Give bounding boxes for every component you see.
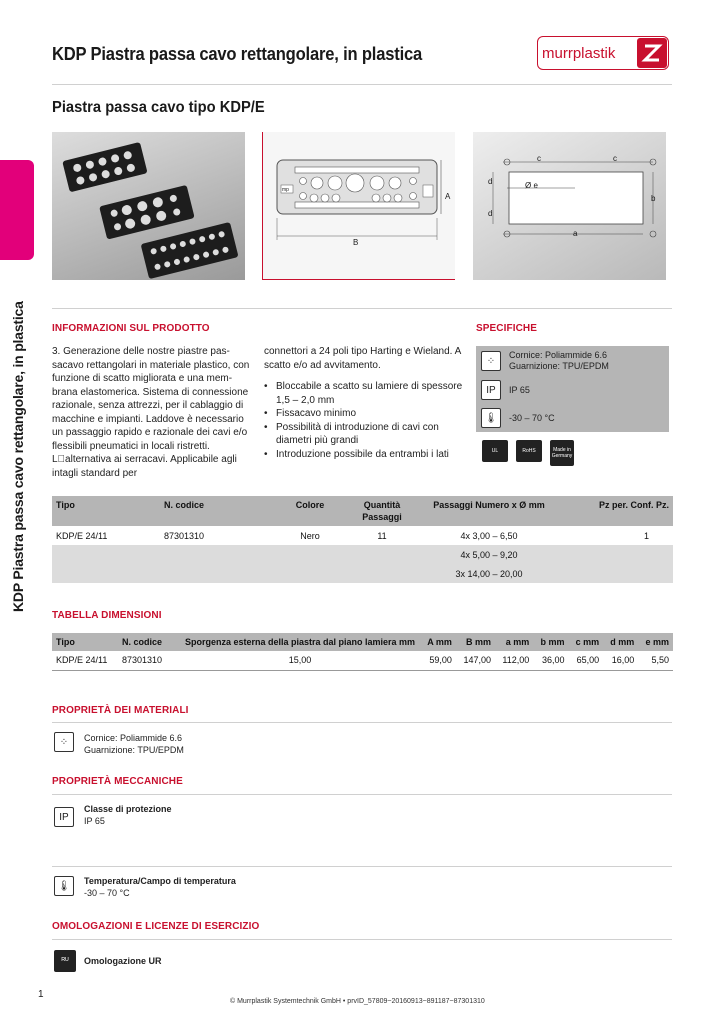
table-cell (160, 545, 270, 564)
temp-label: Temperatura/Campo di temperatura (84, 876, 236, 886)
prot-value: IP 65 (84, 816, 105, 826)
col-header: d mm (603, 633, 638, 651)
table-cell: 1 (643, 530, 649, 541)
col-header: e mm (638, 633, 673, 651)
vertical-title: KDP Piastra passa cavo rettangolare, in plastica (10, 301, 26, 612)
list-item: • Fissacavo minimo (264, 407, 464, 421)
table-cell: 3x 14,00 – 20,00 (414, 564, 564, 583)
col-header: Tipo (52, 633, 118, 651)
table-cell: Nero (300, 530, 320, 541)
drawing-label-d2: d (488, 209, 493, 218)
approval-ur: Omologazione UR (84, 956, 162, 966)
col-header: Colore (270, 496, 350, 526)
page-number: 1 (38, 989, 44, 1000)
cutout-drawing (473, 132, 666, 280)
materials-text (84, 732, 184, 756)
col-header: N. codice (118, 633, 180, 651)
table-row (52, 545, 673, 564)
header-divider (52, 84, 672, 85)
list-item: • Introduzione possibile da entrambi i lati (264, 448, 464, 462)
table-cell: 147,00 (456, 651, 495, 670)
table-cell (564, 564, 673, 583)
drawing-label-mp: mp (282, 187, 289, 193)
material-icon: ⁘ (54, 732, 74, 752)
table-cell: 5,50 (638, 651, 673, 670)
specs-material: Cornice: Poliammide 6.6 Guarnizione: TPU/EPDM (509, 350, 609, 371)
mech-temp (84, 875, 236, 899)
table-cell (270, 564, 350, 583)
materials-heading: PROPRIETÀ DEI MATERIALI (52, 705, 189, 716)
brand-logo (537, 36, 669, 70)
info-text-col2-para: connettori a 24 poli tipo Harting e Wieland. A scatto e/o ad avvitamento. (264, 346, 461, 371)
table-cell: 11 (377, 530, 387, 541)
col-header: Pz per. Conf. Pz. (564, 496, 673, 526)
materials-line1: Cornice: Poliammide 6.6 (84, 733, 183, 743)
info-bullets (264, 380, 464, 461)
table-cell (350, 545, 414, 564)
mech-heading: PROPRIETÀ MECCANICHE (52, 776, 183, 787)
divider (52, 866, 672, 867)
technical-drawing (262, 132, 455, 280)
product-title: Piastra passa cavo tipo KDP/E (52, 99, 265, 116)
approvals-heading: OMOLOGAZIONI E LICENZE DI ESERCIZIO (52, 921, 260, 932)
sidebar-tab (0, 160, 34, 260)
thermometer-icon: 🌡 (54, 876, 74, 896)
col-header: b mm (533, 633, 568, 651)
drawing-label-e: Ø e (525, 181, 538, 190)
col-header: c mm (568, 633, 603, 651)
product-photo (52, 132, 245, 280)
order-table (52, 496, 673, 583)
col-header: Tipo (52, 496, 160, 526)
prot-label: Classe di protezione (84, 804, 172, 814)
table-cell: 36,00 (533, 651, 568, 670)
cert-badges (482, 440, 574, 466)
table-row (52, 526, 673, 545)
table-cell: 112,00 (495, 651, 533, 670)
list-item: • Possibilità di introduzione di cavi con diametri più grandi (264, 421, 464, 448)
col-header: N. codice (160, 496, 270, 526)
table-cell (52, 545, 160, 564)
drawing-label-c1: c (537, 154, 541, 163)
ul-recognized-icon: ᴿᵁ (54, 950, 76, 972)
drawing-label-d1: d (488, 177, 493, 186)
drawing-label-c2: c (613, 154, 617, 163)
info-heading: INFORMAZIONI SUL PRODOTTO (52, 323, 210, 334)
col-header: Sporgenza esterna della piastra dal piano lamiera mm (180, 633, 420, 651)
made-in-germany-badge: Made in Germany (550, 440, 574, 466)
col-header: Passaggi Numero x Ø mm (414, 496, 564, 526)
info-text-col1: 3. Generazione delle nostre piastre pas-sacavo rettangolari in materiale plastico, con funzione di scatto migliorata e una mem-brana elastomerica. Sistema di connessione razionale, senza attrezzi, per il cablaggio di macchine e impianti. Laddove è necessario un passaggio rapido e razionale dei cavi e/o flessibili pneumatici in locali ristretti. L alternativa ai serracavi. Applicabile agli intagli standard per (52, 346, 250, 479)
table-cell (270, 545, 350, 564)
ip-icon: IP (54, 807, 74, 827)
col-header: A mm (420, 633, 456, 651)
material-icon: ⁘ (481, 351, 501, 371)
table-cell: 15,00 (180, 651, 420, 670)
col-header: B mm (456, 633, 495, 651)
specs-heading: SPECIFICHE (476, 323, 538, 334)
logo-text: murrplastik (542, 44, 616, 62)
rohs-badge: RoHS (516, 440, 542, 462)
divider (52, 794, 672, 795)
divider (52, 939, 672, 940)
table-row (52, 651, 673, 670)
footer-copyright: © Murrplastik Systemtechnik GmbH • prvID_57809~20160913~891187~87301310 (230, 998, 485, 1005)
drawing-label-A: A (445, 192, 451, 201)
list-item: • Bloccabile a scatto su lamiere di spessore 1,5 – 2,0 mm (264, 380, 464, 407)
dims-heading: TABELLA DIMENSIONI (52, 610, 162, 621)
table-row (52, 564, 673, 583)
temp-value: -30 – 70 °C (84, 888, 130, 898)
col-header: a mm (495, 633, 533, 651)
table-cell (350, 564, 414, 583)
col-header: Quantità Passaggi (350, 496, 414, 526)
drawing-label-b: b (651, 194, 656, 203)
drawing-label-a: a (573, 229, 578, 238)
table-cell: KDP/E 24/11 (52, 651, 118, 670)
table-cell: 87301310 (118, 651, 180, 670)
table-cell: 4x 5,00 – 9,20 (414, 545, 564, 564)
drawing-label-B: B (353, 238, 359, 247)
table-cell (564, 545, 673, 564)
table-cell: 65,00 (568, 651, 603, 670)
materials-line2: Guarnizione: TPU/EPDM (84, 745, 184, 755)
table-cell (52, 564, 160, 583)
table-cell: 4x 3,00 – 6,50 (460, 530, 518, 541)
ul-badge: UL (482, 440, 508, 462)
table-cell: 59,00 (420, 651, 456, 670)
specs-box (476, 346, 669, 432)
info-text-col2 (264, 345, 464, 461)
divider (52, 722, 672, 723)
mech-prot (84, 803, 172, 827)
table-cell: 87301310 (164, 530, 205, 541)
specs-temp: -30 – 70 °C (509, 413, 555, 423)
ip-icon: IP (481, 380, 501, 400)
section-divider (52, 308, 672, 309)
table-cell: 16,00 (603, 651, 638, 670)
thermometer-icon: 🌡 (481, 408, 501, 428)
logo-mark-icon (637, 38, 667, 68)
dims-table (52, 633, 673, 671)
table-cell (160, 564, 270, 583)
page-title: KDP Piastra passa cavo rettangolare, in plastica (52, 44, 423, 64)
specs-ip: IP 65 (509, 385, 530, 395)
table-cell: KDP/E 24/11 (56, 530, 108, 541)
